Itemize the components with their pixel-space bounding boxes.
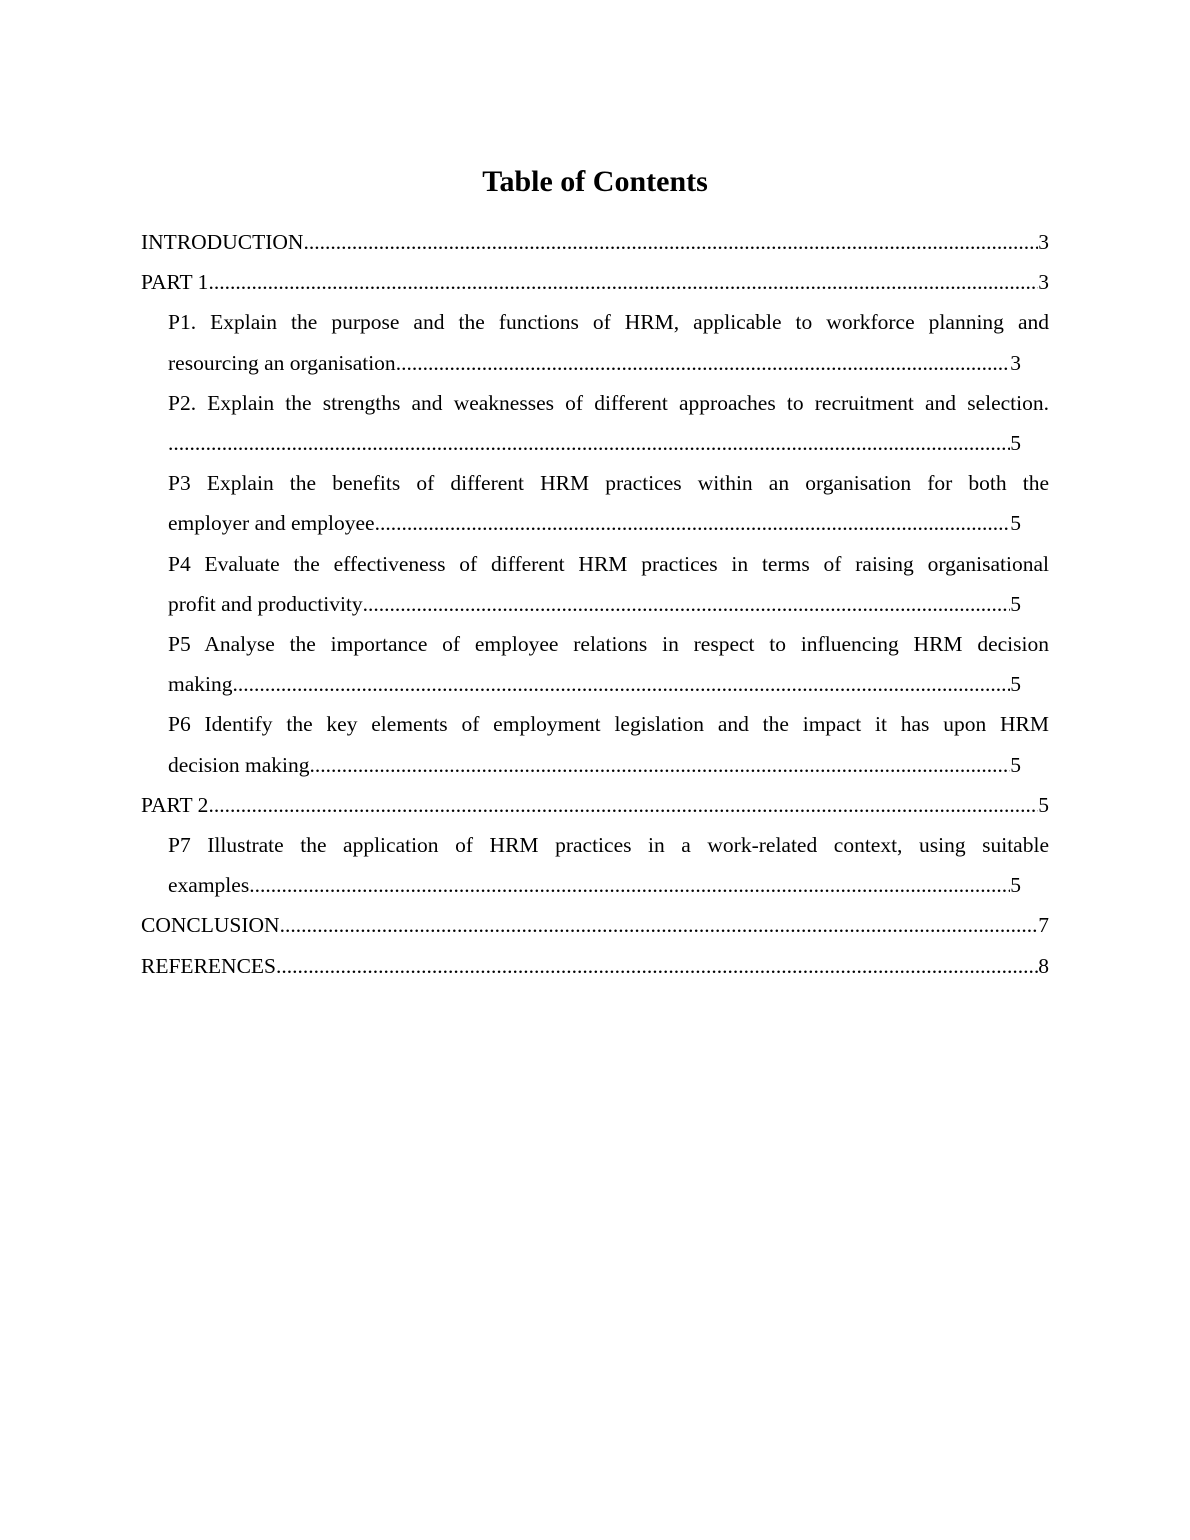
toc-entry-label: PART 1	[141, 270, 209, 295]
toc-entry-label: REFERENCES	[141, 953, 276, 978]
toc-page-number: 5	[1038, 792, 1049, 817]
dot-leader	[276, 946, 1038, 986]
toc-entry-label-line1: P6 Identify the key elements of employment legislation and the impact it has upon HRM	[168, 712, 1049, 737]
dot-leader	[310, 745, 1011, 785]
dot-leader	[303, 222, 1038, 262]
toc-entry-p4[interactable]	[168, 544, 1049, 624]
toc-page-number: 5	[1010, 591, 1021, 616]
toc-entry-label-line2: profit and productivity	[168, 591, 363, 616]
toc-page-number: 5	[1010, 752, 1021, 777]
dot-leader	[363, 584, 1011, 624]
toc-entry-part2[interactable]	[141, 785, 1049, 825]
toc-page-number: 3	[1010, 350, 1021, 375]
toc-page-number: 3	[1038, 230, 1049, 254]
toc-entry-references[interactable]	[141, 946, 1049, 986]
page-title: Table of Contents	[482, 165, 708, 198]
dot-leader	[280, 905, 1039, 945]
dot-leader	[168, 423, 1010, 463]
toc-entry-label-line2: resourcing an organisation	[168, 350, 396, 375]
dot-leader	[375, 503, 1011, 543]
toc-page-number: 5	[1010, 873, 1021, 898]
toc-entry-label-line1: P5 Analyse the importance of employee relations in respect to influencing HRM decision	[168, 632, 1049, 657]
toc-entry-p7[interactable]	[168, 825, 1049, 905]
toc-entry-label-line1: P4 Evaluate the effectiveness of different HRM practices in terms of raising organisational	[168, 551, 1049, 576]
toc-entry-label-line2: examples	[168, 873, 250, 898]
toc-entry-p6[interactable]	[168, 704, 1049, 784]
dot-leader	[396, 343, 1011, 383]
toc-page-number: 5	[1010, 431, 1021, 456]
toc-entry-p3[interactable]	[168, 463, 1049, 543]
toc-page-number: 8	[1038, 953, 1049, 978]
toc-entry-label: CONCLUSION	[141, 913, 280, 938]
dot-leader	[208, 262, 1038, 302]
toc-entry-part1[interactable]	[141, 262, 1049, 302]
toc-entry-label-line2: employer and employee	[168, 511, 375, 536]
toc-entry-label-line1: P3 Explain the benefits of different HRM practices within an organisation for both the	[168, 471, 1049, 496]
toc-page-number: 7	[1038, 913, 1049, 938]
toc-entry-introduction[interactable]	[141, 222, 1049, 262]
toc-page-number: 3	[1038, 270, 1049, 295]
dot-leader	[249, 865, 1010, 905]
toc-page-number: 5	[1010, 672, 1021, 697]
toc-entry-label-line1: P2. Explain the strengths and weaknesses of different approaches to recruitment and selection.	[168, 390, 1049, 415]
toc-entry-label: PART 2	[141, 792, 209, 817]
toc-entry-p1[interactable]	[168, 302, 1049, 382]
toc-entry-label-line1: P1. Explain the purpose and the functions of HRM, applicable to workforce planning and	[168, 310, 1049, 335]
toc-entry-label-line2: decision making	[168, 752, 310, 777]
toc-entry-conclusion[interactable]	[141, 905, 1049, 945]
toc-entry-label: INTRODUCTION	[141, 230, 304, 254]
dot-leader	[208, 785, 1038, 825]
toc-entry-p2[interactable]	[168, 383, 1049, 463]
table-of-contents	[141, 222, 1049, 986]
toc-entry-label-line1: P7 Illustrate the application of HRM practices in a work-related context, using suitable	[168, 833, 1049, 858]
toc-page-number: 5	[1010, 511, 1021, 536]
dot-leader	[233, 664, 1011, 704]
toc-entry-label-line2: making	[168, 672, 233, 697]
toc-entry-p5[interactable]	[168, 624, 1049, 704]
